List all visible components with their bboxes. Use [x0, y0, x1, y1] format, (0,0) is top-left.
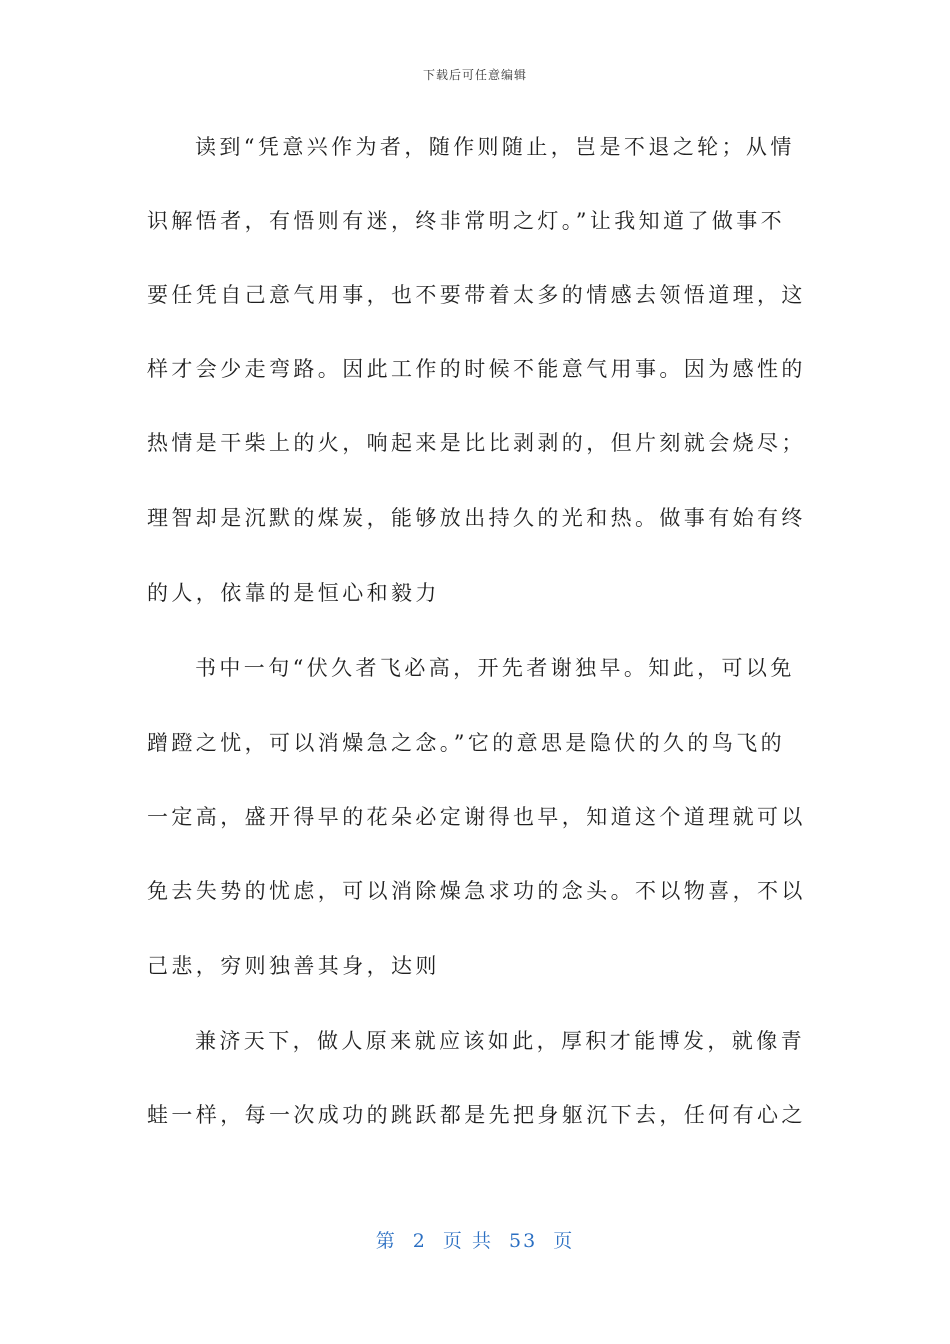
footer-prefix: 第: [375, 1230, 397, 1252]
paragraph-1-line-3: 要任凭自己意气用事，也不要带着太多的情感去领悟道理，这: [147, 283, 806, 307]
paragraph-1-line-5: 热情是干柴上的火，响起来是比比剥剥的，但片刻就会烧尽；: [147, 431, 806, 455]
paragraph-1-line-2: 识解悟者，有悟则有迷，终非常明之灯。”让我知道了做事不: [147, 209, 786, 233]
footer-suffix: 页: [553, 1230, 575, 1252]
paragraph-2-line-5: 己悲，穷则独善其身，达则: [147, 954, 440, 978]
paragraph-1-line-1: 读到“凭意兴作为者，随作则随止，岂是不退之轮；从情: [195, 135, 795, 159]
page-header: 下载后可任意编辑: [422, 68, 527, 82]
paragraph-1-line-7: 的人，依靠的是恒心和毅力: [147, 581, 440, 605]
paragraph-2-line-3: 一定高，盛开得早的花朵必定谢得也早，知道这个道理就可以: [147, 805, 806, 829]
total-page-count: 53: [509, 1230, 538, 1252]
page-number-footer: [0, 1226, 950, 1253]
paragraph-2-line-1: 书中一句“伏久者飞必高，开先者谢独早。知此，可以免: [195, 656, 795, 680]
paragraph-1-line-4: 样才会少走弯路。因此工作的时候不能意气用事。因为感性的: [147, 357, 806, 381]
paragraph-2-line-4: 免去失势的忧虑，可以消除燥急求功的念头。不以物喜，不以: [147, 879, 806, 903]
paragraph-2-line-2: 蹭蹬之忧，可以消燥急之念。”它的意思是隐伏的久的鸟飞的: [147, 731, 786, 755]
footer-middle: 页 共: [442, 1230, 493, 1252]
paragraph-1-line-6: 理智却是沉默的煤炭，能够放出持久的光和热。做事有始有终: [147, 506, 806, 530]
current-page-number: 2: [412, 1230, 427, 1252]
paragraph-3-line-2: 蛙一样，每一次成功的跳跃都是先把身躯沉下去，任何有心之: [147, 1103, 806, 1127]
paragraph-3-line-1: 兼济天下，做人原来就应该如此，厚积才能博发，就像青: [195, 1029, 805, 1053]
